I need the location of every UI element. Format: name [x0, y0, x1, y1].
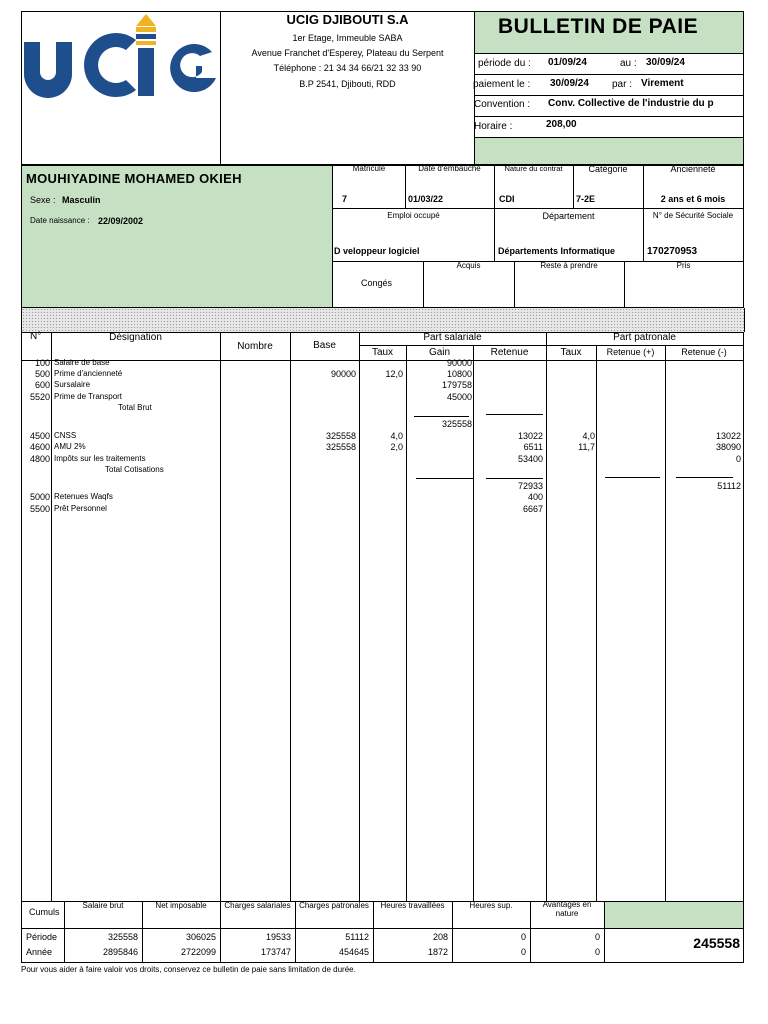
row-3-n: 5520 [29, 392, 50, 402]
sexe-value: Masculin [62, 195, 101, 205]
company-logo [22, 12, 220, 102]
row-12-label: Prêt Personnel [54, 504, 107, 513]
footer-note: Pour vous aider à faire valoir vos droits, conservez ce bulletin de paie sans limitation de durée. [21, 965, 356, 974]
col-pminus-header: Retenue (-) [681, 347, 727, 357]
row-0-n: 100 [34, 358, 50, 368]
net-a-payer-value: 245558 [693, 935, 740, 951]
row-7-label: AMU 2% [54, 442, 86, 451]
convention-value: Conv. Collective de l'industrie du p [548, 98, 714, 109]
convention-label: Convention : [474, 99, 531, 110]
net-header-box [604, 901, 744, 929]
row-1-taux: 12,0 [385, 369, 403, 379]
periode-au-label: au : [620, 58, 637, 69]
row-1-gain: 10800 [446, 369, 472, 379]
cumul-header-heures-travaillees: Heures travaillées [380, 901, 445, 910]
conges-pris-label: Pris [676, 261, 691, 270]
row-2-label: Sursalaire [54, 380, 91, 389]
matricule-value: 7 [342, 194, 348, 204]
contrat-label: Nature du contrat [504, 164, 563, 173]
emploi-value: D veloppeur logiciel [334, 246, 420, 256]
employee-name: MOUHIYADINE MOHAMED OKIEH [26, 171, 242, 186]
row-6-taux: 4,0 [390, 431, 403, 441]
cumuls-label: Cumuls [29, 907, 60, 917]
row-6-label: CNSS [54, 431, 77, 440]
conges-label: Congés [361, 278, 393, 288]
company-phone: Téléphone : 21 34 34 66/21 32 33 90 [273, 63, 422, 73]
cumul-periode-5: 0 [520, 932, 526, 942]
cumul-header-charges-patronales: Charges patronales [299, 901, 369, 910]
company-address-2: Avenue Franchet d'Esperey, Plateau du Serpent [251, 48, 444, 58]
row-7-n: 4600 [29, 442, 50, 452]
col-ptaux-header: Taux [560, 347, 582, 358]
departement-label: Département [542, 211, 595, 221]
col-retenue-header: Retenue [490, 347, 529, 358]
col-taux-header: Taux [371, 347, 394, 358]
emploi-label: Emploi occupé [387, 211, 440, 220]
row-8-n: 4800 [29, 454, 50, 464]
periode-label: période du : [478, 58, 531, 69]
row-1-base: 90000 [330, 369, 356, 379]
cumul-header-net-imposable: Net imposable [155, 901, 207, 910]
cumul-header-salaire-brut: Salaire brut [82, 901, 124, 910]
periode-row-label: Période [26, 932, 58, 942]
row-12-n: 5500 [29, 504, 50, 514]
cumul-periode-3: 51112 [345, 932, 369, 942]
row-6-n: 4500 [29, 431, 50, 441]
col-base-header: Base [313, 340, 336, 351]
naissance-value: 22/09/2002 [98, 216, 144, 226]
horaire-label: Horaire : [474, 121, 513, 132]
anciennete-label: Ancienneté [670, 164, 716, 174]
col-nombre-header: Nombre [237, 341, 273, 352]
row-2-gain: 179758 [441, 380, 472, 390]
categorie-label: Catégorie [588, 164, 628, 174]
row-5-gain: 325558 [441, 419, 472, 429]
cumul-header-avantages: Avantages en nature [542, 900, 592, 918]
row-9-label: Total Cotisations [105, 465, 164, 474]
row-7-pminus: 38090 [715, 442, 741, 452]
row-7-base: 325558 [325, 442, 356, 452]
anciennete-value: 2 ans et 6 mois [660, 194, 726, 204]
row-11-retenue: 400 [527, 492, 543, 502]
bulletin-green-strip [474, 137, 744, 165]
conges-acquis-label: Acquis [456, 261, 481, 270]
paiement-label: paiement le : [473, 79, 531, 90]
row-3-gain: 45000 [446, 392, 472, 402]
par-label: par : [612, 79, 633, 90]
cumul-annee-6: 0 [594, 947, 600, 957]
employee-box [21, 165, 333, 308]
row-8-label: Impôts sur les traitements [54, 454, 146, 463]
horaire-row [474, 116, 744, 138]
col-n-header: N° [30, 331, 42, 342]
cumul-annee-1: 2722099 [180, 947, 216, 957]
secu-value: 170270953 [647, 246, 698, 257]
row-8-retenue: 53400 [517, 454, 543, 464]
bulletin-title: BULLETIN DE PAIE [498, 15, 699, 38]
matricule-label: Matricule [352, 164, 386, 173]
sexe-label: Sexe : [30, 195, 56, 205]
row-10-pminus: 51112 [717, 481, 741, 491]
cumul-header-charges-salariales: Charges salariales [224, 901, 291, 910]
secu-label: N° de Sécurité Sociale [652, 211, 734, 220]
cumul-header-heures-sup: Heures sup. [469, 901, 513, 910]
cumul-periode-6: 0 [594, 932, 600, 942]
periode-du: 01/09/24 [548, 57, 587, 68]
row-10-retenue: 72933 [517, 481, 543, 491]
cumul-periode-2: 19533 [265, 932, 291, 942]
row-3-label: Prime de Transport [54, 392, 123, 401]
cumul-periode-1: 306025 [185, 932, 216, 942]
part-salariale-header: Part salariale [423, 332, 482, 343]
cumul-annee-3: 454645 [338, 947, 369, 957]
row-6-retenue: 13022 [517, 431, 543, 441]
company-address-1: 1er Etage, Immeuble SABA [292, 33, 403, 43]
contrat-value: CDI [499, 194, 515, 204]
row-6-pminus: 13022 [715, 431, 741, 441]
company-name: UCIG DJIBOUTI S.A [286, 12, 409, 27]
company-bp: B.P 2541, Djibouti, RDD [299, 79, 396, 89]
par-value: Virement [641, 78, 684, 89]
naissance-label: Date naissance : [30, 216, 90, 225]
cumul-periode-0: 325558 [107, 932, 138, 942]
cumul-annee-4: 1872 [427, 947, 448, 957]
row-6-ptaux: 4,0 [582, 431, 595, 441]
row-11-n: 5000 [29, 492, 50, 502]
embauche-label: Date d'embauche [418, 164, 481, 173]
row-7-retenue: 6511 [523, 442, 543, 452]
row-1-label: Prime d'ancienneté [54, 369, 123, 378]
row-11-label: Retenues Waqfs [54, 492, 113, 501]
departement-value: Départements Informatique [498, 246, 616, 256]
conges-reste-label: Reste à prendre [540, 261, 598, 270]
row-1-n: 500 [34, 369, 50, 379]
annee-row-label: Année [26, 947, 53, 957]
part-patronale-header: Part patronale [613, 332, 676, 343]
row-6-base: 325558 [325, 431, 356, 441]
cumul-annee-0: 2895846 [102, 947, 138, 957]
embauche-value: 01/03/22 [408, 194, 444, 204]
cumul-periode-4: 208 [432, 932, 448, 942]
row-0-label: Salaire de base [54, 358, 110, 367]
row-0-gain: 90000 [446, 358, 472, 368]
col-gain-header: Gain [428, 347, 451, 358]
cumul-annee-2: 173747 [260, 947, 291, 957]
categorie-value: 7-2E [576, 194, 596, 204]
horaire-value: 208,00 [546, 119, 577, 130]
col-pplus-header: Retenue (+) [606, 347, 655, 357]
separator-band [21, 308, 745, 332]
row-12-retenue: 6667 [522, 504, 543, 514]
row-7-taux: 2,0 [390, 442, 403, 452]
col-designation-header: Désignation [109, 332, 162, 343]
paiement-date: 30/09/24 [550, 78, 589, 89]
row-4-label: Total Brut [118, 403, 152, 412]
cumul-annee-5: 0 [520, 947, 526, 957]
row-8-pminus: 0 [735, 454, 741, 464]
row-2-n: 600 [34, 380, 50, 390]
periode-au: 30/09/24 [646, 57, 685, 68]
row-7-ptaux: 11,7 [578, 442, 595, 452]
